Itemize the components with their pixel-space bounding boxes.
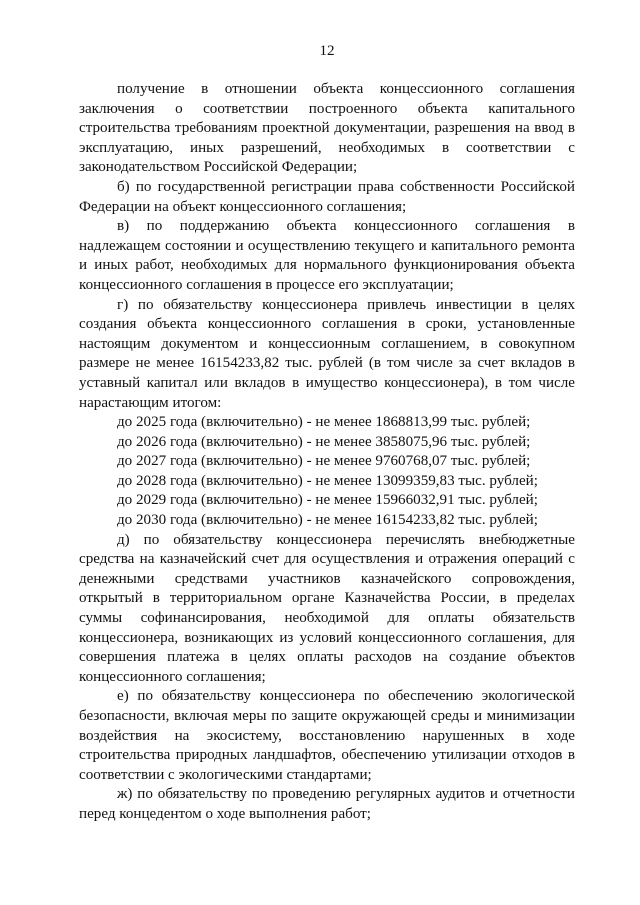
paragraph-d-treasury: д) по обязательству концессионера перечислять внебюджетные средства на казначейский счет для осуществления и отражения операций с денежными средствами участников казначейского сопровождения, открытый в территориальном органе Казначейства России, в пределах суммы софинансирования, необходимой для оплаты обязательств концессионера, возникающих из условий концессионного соглашения, для совершения платежа в целях оплаты расходов на создание объектов концессионного соглашения; — [79, 531, 575, 685]
paragraph-g-investment: г) по обязательству концессионера привлечь инвестиции в целях создания объекта концессионного соглашения в сроки, установленные настоящим документом и концессионным соглашением, в совокупном размере не менее 16154233,82 тыс. рублей (в том числе за счет вкладов в уставный капитал или вкладов в имущество концессионера), в том числе нарастающим итогом: — [79, 296, 575, 411]
investment-item-2027: до 2027 года (включительно) - не менее 9760768,07 тыс. рублей; — [117, 453, 531, 470]
page-number: 12 — [319, 43, 335, 59]
paragraph-e-ecology: е) по обязательству концессионера по обеспечению экологической безопасности, включая меры по защите окружающей среды и минимизации воздействия на экосистему, восстановлению нарушенных в ходе строительства природных ландшафтов, обеспечению утилизации отходов в соответствии с экологическими стандартами; — [79, 688, 575, 783]
investment-item-2029: до 2029 года (включительно) - не менее 15966032,91 тыс. рублей; — [117, 492, 538, 509]
paragraph-b-registration: б) по государственной регистрации права собственности Российской Федерации на объект концессионного соглашения; — [79, 178, 575, 215]
paragraph-zh-audits: ж) по обязательству по проведению регулярных аудитов и отчетности перед концедентом о ходе выполнения работ; — [79, 786, 575, 822]
investment-item-2025: до 2025 года (включительно) - не менее 1868813,99 тыс. рублей; — [117, 414, 531, 431]
paragraph-v-maintenance: в) по поддержанию объекта концессионного соглашения в надлежащем состоянии и осуществлению текущего и капитального ремонта и иных работ, необходимых для нормального функционирования объекта концессионного соглашения в процессе его эксплуатации; — [79, 218, 575, 293]
investment-item-2028: до 2028 года (включительно) - не менее 13099359,83 тыс. рублей; — [117, 472, 538, 489]
investment-item-2030: до 2030 года (включительно) - не менее 16154233,82 тыс. рублей; — [117, 512, 538, 529]
investment-item-2026: до 2026 года (включительно) - не менее 3858075,96 тыс. рублей; — [117, 433, 531, 450]
paragraph-commissioning: получение в отношении объекта концессионного соглашения заключения о соответствии построенного объекта капитального строительства требованиям проектной документации, разрешения на ввод в эксплуатацию, иных разрешений, необходимых в соответствии с законодательством Российской Федерации; — [79, 81, 575, 176]
